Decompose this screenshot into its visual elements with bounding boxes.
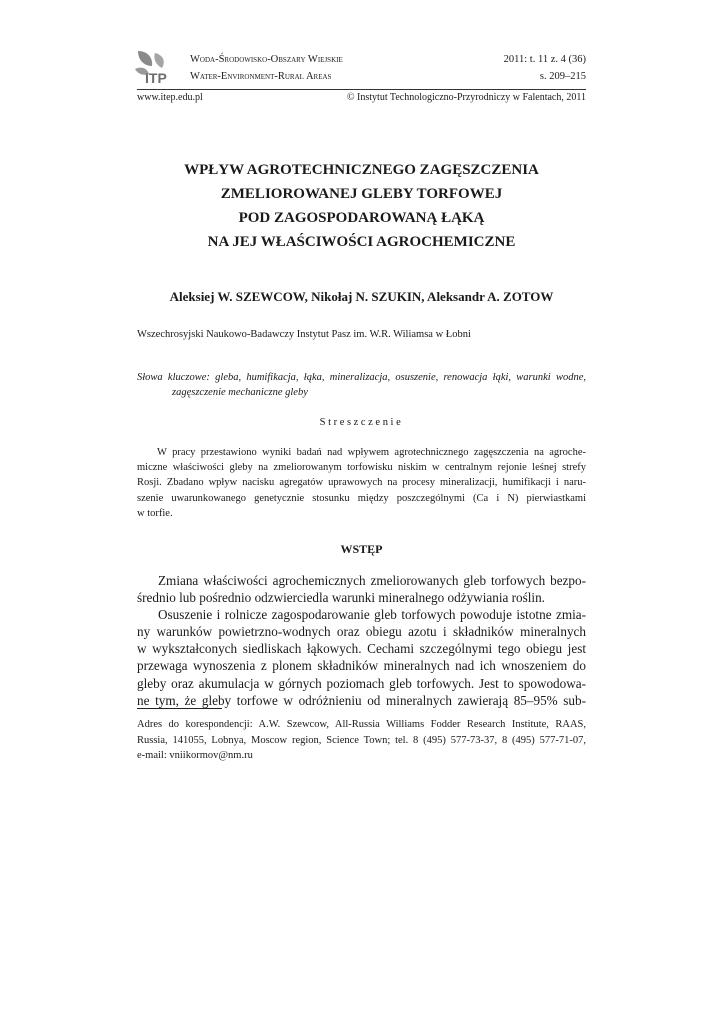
body-line: średnio lub pośrednio odzwierciedla warunki mineralnego odżywiania roślin. (137, 590, 545, 606)
title-line: POD ZAGOSPODAROWANĄ ŁĄKĄ (238, 210, 485, 226)
logo-text: ITP (145, 70, 167, 85)
abstract-line: Rosji. Zbadano wpływ nacisku agregatów uprawowych na procesy mineralizacji, humifikacji i naru- (137, 477, 586, 489)
abstract-line: W pracy przestawiono wyniki badań nad wpływem agrotechnicznego zagęszczenia na agroche- (157, 447, 586, 458)
body-line: przewaga wynoszenia z plonem składników mineralnych nad ich wnoszeniem do (137, 658, 586, 674)
abstract-line: w torfie. (137, 507, 173, 519)
authors: Aleksiej W. SZEWCOW, Nikołaj N. SZUKIN, Aleksandr A. ZOTOW (169, 289, 554, 304)
title-line: WPŁYW AGROTECHNICZNEGO ZAGĘSZCZENIA (184, 162, 539, 178)
abstract-heading: Streszczenie (319, 417, 404, 428)
keywords-line: Słowa kluczowe: gleba, humifikacja, łąka, mineralizacja, osuszenie, renowacja łąki, warunki wodne, (137, 372, 586, 383)
journal-url: www.itep.edu.pl (137, 92, 203, 103)
journal-title-en: Water-Environment-Rural Areas (190, 71, 332, 82)
body-line: gleby oraz akumulacja w górnych poziomach gleb torfowych. Jest to spowodowa- (137, 675, 586, 691)
footnote-rule (137, 708, 222, 709)
body-line: Osuszenie i rolnicze zagospodarowanie gleb torfowych powoduje istotne zmia- (158, 607, 586, 623)
body-line: w wykształconych siedliskach łąkowych. Cechami szczególnymi tego obiegu jest (137, 641, 586, 657)
title-line: ZMELIOROWANEJ GLEBY TORFOWEJ (220, 186, 503, 202)
correspondence-footnote (137, 717, 586, 764)
copyright-notice: © Instytut Technologiczno-Przyrodniczy w Falentach, 2011 (346, 92, 586, 103)
header-rule (137, 89, 586, 90)
footnote-line: Adres do korespondencji: A.W. Szewcow, All-Russia Williams Fodder Research Institute, RAAS, (137, 719, 586, 730)
keywords-line: zagęszczenie mechaniczne gleby (172, 387, 308, 398)
body-line: Zmiana właściwości agrochemicznych zmeliorowanych gleb torfowych bezpo- (158, 573, 586, 588)
page-range: s. 209–215 (539, 71, 586, 82)
abstract-line: miczne właściwości gleby na zmeliorowanym torfowisku niskim w centralnym rejonie leśnej strefy (137, 462, 586, 474)
body-text (137, 572, 586, 709)
section-heading: WSTĘP (340, 542, 383, 556)
body-line: ne tym, że gleby torfowe w odróżnieniu od mineralnych zawierają 85–95% sub- (137, 692, 586, 708)
abstract (137, 445, 586, 521)
journal-volume: 2011: t. 11 z. 4 (36) (503, 54, 586, 65)
footnote-line: e-mail: vniikormov@nm.ru (137, 750, 253, 761)
abstract-line: szenie uwarunkowanego genetycznie stosunku między poszczególnymi (Ca i N) pierwiastkami (137, 492, 586, 504)
affiliation: Wszechrosyjski Naukowo-Badawczy Instytut Pasz im. W.R. Wiliamsa w Łobni (137, 329, 471, 340)
itp-logo (135, 49, 179, 85)
body-line: ny warunków powietrzno-wodnych oraz obiegu azotu i składników mineralnych (137, 624, 586, 640)
footnote-line: Russia, 141055, Lobnya, Moscow region, Science Town; tel. 8 (495) 577-73-37, 8 (495) 577-71-07, (137, 734, 586, 746)
journal-title-pl: Woda-Środowisko-Obszary Wiejskie (190, 54, 343, 65)
keywords (137, 370, 586, 400)
title-line: NA JEJ WŁAŚCIWOŚCI AGROCHEMICZNE (207, 234, 516, 250)
article-title (137, 158, 586, 254)
